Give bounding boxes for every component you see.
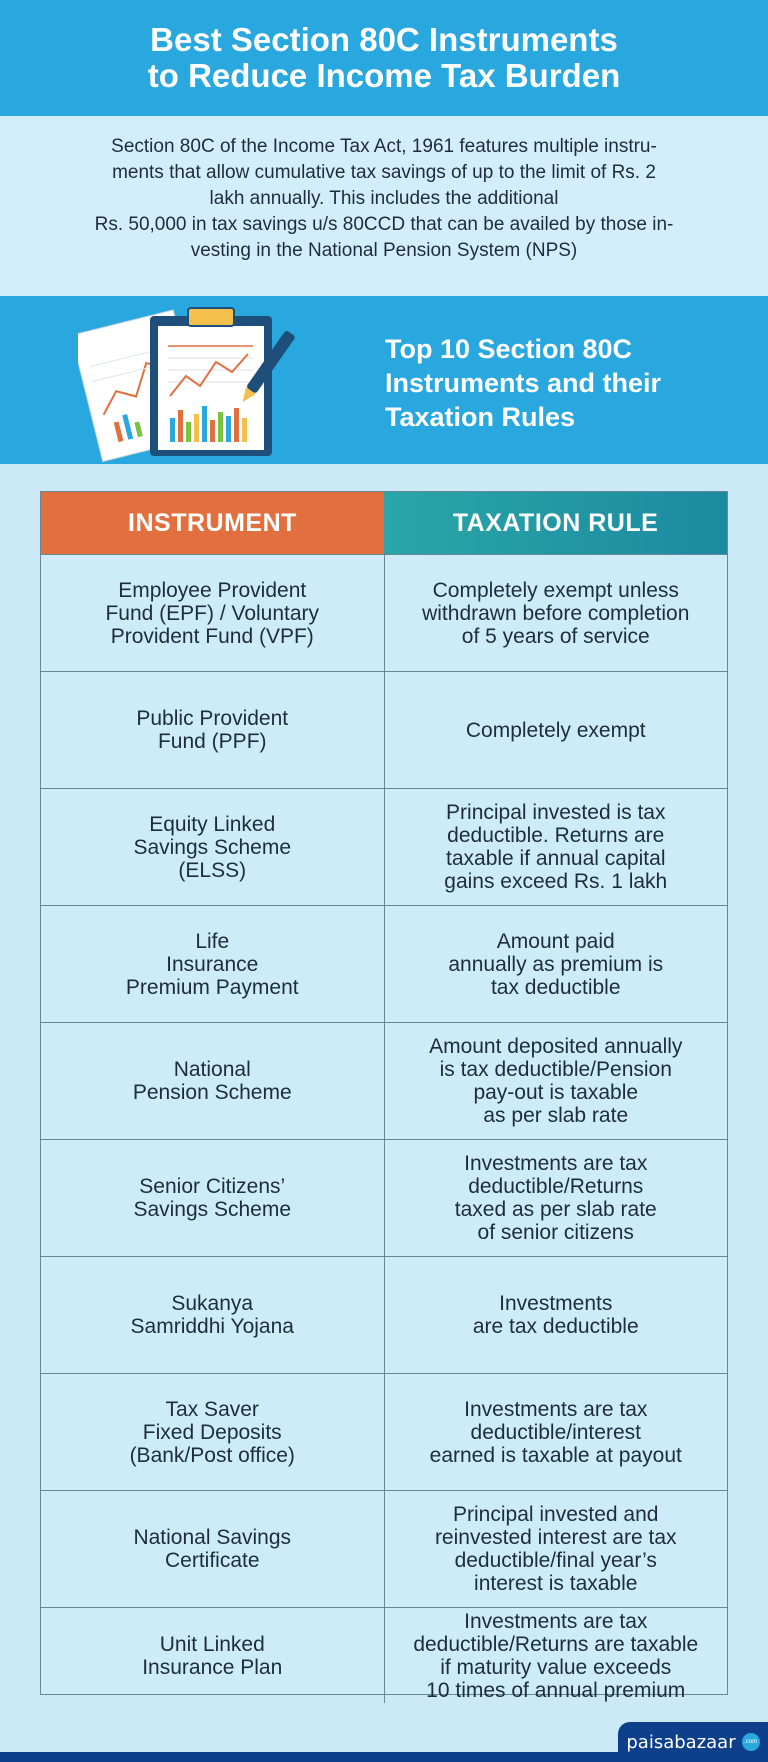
section-band (0, 296, 768, 464)
section-title: Top 10 Section 80C Instruments and their Taxation Rules (385, 334, 662, 432)
table-row (41, 1139, 727, 1256)
header-instrument: INSTRUMENT (41, 492, 384, 554)
instrument-cell: Public Provident Fund (PPF) (41, 672, 385, 788)
instrument-cell: Equity Linked Savings Scheme (ELSS) (41, 789, 385, 905)
table-header (41, 492, 727, 554)
brand-name: paisabazaar (626, 1731, 736, 1753)
rule-cell: Investments are tax deductible/Returns taxed as per slab rate of senior citizens (454, 1152, 657, 1244)
rule-cell: Amount paid annually as premium is tax deductible (448, 929, 664, 999)
instrument-cell: National Pension Scheme (41, 1023, 385, 1139)
page-title: Best Section 80C Instruments to Reduce Income Tax Burden (147, 21, 621, 94)
rule-cell: Completely exempt unless withdrawn before completion of 5 years of service (422, 578, 690, 648)
instrument-cell: Tax Saver Fixed Deposits (Bank/Post office) (41, 1374, 385, 1490)
rule-cell: Investments are tax deductible (472, 1292, 639, 1338)
instrument-cell: Unit Linked Insurance Plan (41, 1608, 385, 1703)
table-row (41, 1022, 727, 1139)
instrument-table (40, 491, 728, 1702)
clipboard-chart-illustration (78, 296, 308, 464)
intro-paragraph: Section 80C of the Income Tax Act, 1961 features multiple instru- ments that allow cumulative tax savings of up to the limit of Rs. 2 lakh annually. This includes the additional Rs. 50,000 in tax savings u/s 80CCD that can be availed by those in- vesting in the National Pension System (NPS) (0, 116, 768, 296)
table-row (41, 1607, 727, 1703)
instrument-cell: National Savings Certificate (41, 1491, 385, 1607)
table-row (41, 554, 727, 671)
instrument-cell: Life Insurance Premium Payment (41, 906, 385, 1022)
instrument-cell: Sukanya Samriddhi Yojana (41, 1257, 385, 1373)
table-row (41, 671, 727, 788)
table-row (41, 1256, 727, 1373)
table-row (41, 905, 727, 1022)
brand-logo[interactable] (618, 1722, 768, 1762)
table-row (41, 788, 727, 905)
table-row (41, 1373, 727, 1490)
rule-cell: Principal invested and reinvested interest are tax deductible/final year’s interest is taxable (434, 1503, 677, 1595)
instrument-cell: Senior Citizens’ Savings Scheme (41, 1140, 385, 1256)
rule-cell: Completely exempt (465, 718, 646, 742)
header-taxation-rule: TAXATION RULE (384, 492, 727, 554)
brand-badge-icon: .com (742, 1733, 760, 1751)
rule-cell: Principal invested is tax deductible. Returns are taxable if annual capital gains exceed Rs. 1 lakh (444, 801, 668, 893)
rule-cell: Investments are tax deductible/Returns are taxable if maturity value exceeds 10 times of annual premium (413, 1609, 699, 1702)
rule-cell: Investments are tax deductible/interest earned is taxable at payout (429, 1397, 682, 1467)
rule-cell: Amount deposited annually is tax deductible/Pension pay-out is taxable as per slab rate (429, 1035, 683, 1127)
header-banner (0, 0, 768, 116)
instrument-cell: Employee Provident Fund (EPF) / Voluntary Provident Fund (VPF) (41, 555, 385, 671)
table-row (41, 1490, 727, 1607)
